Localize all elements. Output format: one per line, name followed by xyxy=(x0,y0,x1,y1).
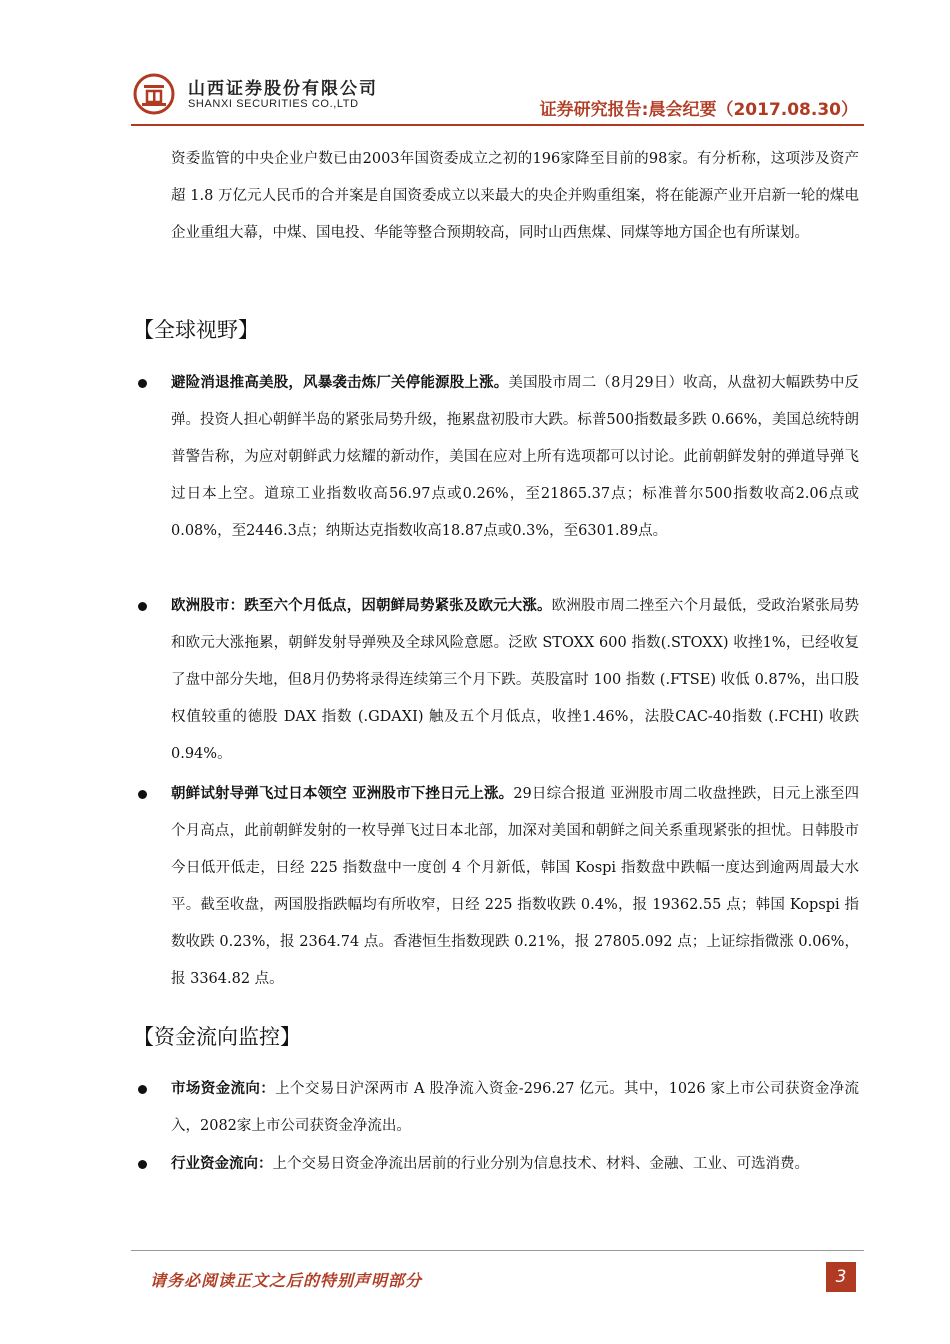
news-item xyxy=(171,364,859,550)
footer-divider xyxy=(131,1250,864,1251)
capital-flow-body: 上个交易日资金净流出居前的行业分别为信息技术、材料、金融、工业、可选消费。 xyxy=(272,1156,809,1172)
company-name-cn: 山西证券股份有限公司 xyxy=(188,79,378,99)
capital-flow-label: 市场资金流向： xyxy=(171,1080,276,1097)
capital-flow-item xyxy=(171,1070,859,1145)
bullet-icon xyxy=(138,790,147,799)
company-name-en: SHANXI SECURITIES CO.,LTD xyxy=(188,98,359,110)
bullet-icon xyxy=(138,1160,147,1169)
bullet-icon xyxy=(138,602,147,611)
section-title-global: 【全球视野】 xyxy=(133,318,259,342)
section-title-capital-flow: 【资金流向监控】 xyxy=(133,1025,301,1049)
news-headline: 避险消退推高美股，风暴袭击炼厂关停能源股上涨。 xyxy=(171,374,509,391)
page-number: 3 xyxy=(826,1262,856,1292)
capital-flow-item xyxy=(171,1145,859,1183)
news-body: 美国股市周二（8月29日）收高，从盘初大幅跌势中反弹。投资人担心朝鲜半岛的紧张局势升级，拖累盘初股市大跌。标普500指数最多跌 0.66%，美国总统特朗普警告称，为应对朝鲜武力炫耀的新动作，美国在应对上所有选项都可以讨论。此前朝鲜发射的弹道导弹飞过日本上空。道琼工业指数收高56.97点或0.26%，至21865.37点；标准普尔500指数收高2.06点或0.08%，至2446.3点；纳斯达克指数收高18.87点或0.3%，至6301.89点。 xyxy=(171,375,859,539)
news-headline: 朝鲜试射导弹飞过日本领空 亚洲股市下挫日元上涨。 xyxy=(171,785,514,802)
report-title: 证券研究报告:晨会纪要（2017.08.30） xyxy=(539,100,858,120)
company-logo-icon xyxy=(132,72,176,116)
news-headline: 欧洲股市：跌至六个月低点，因朝鲜局势紧张及欧元大涨。 xyxy=(171,597,552,614)
news-body: 29日综合报道 亚洲股市周二收盘挫跌，日元上涨至四个月高点，此前朝鲜发射的一枚导弹飞过日本北部，加深对美国和朝鲜之间关系重现紧张的担忧。日韩股市今日低开低走，日经 225 指数盘中一度创 4 个月新低，韩国 Kospi 指数盘中跌幅一度达到逾两周最大水平。截至收盘，两国股指跌幅均有所收窄，日经 225 指数收跌 0.4%，报 19362.55 点；韩国 Kopspi 指数收跌 0.23%，报 2364.74 点。香港恒生指数现跌 0.21%，报 27805.092 点；上证综指微涨 0.06%，报 3364.82 点。 xyxy=(171,786,860,987)
capital-flow-label: 行业资金流向： xyxy=(171,1155,273,1172)
news-body: 欧洲股市周二挫至六个月最低，受政治紧张局势和欧元大涨拖累，朝鲜发射导弹殃及全球风险意愿。泛欧 STOXX 600 指数(.STOXX) 收挫1%，已经收复了盘中部分失地，但8月仍势将录得连续第三个月下跌。英股富时 100 指数 (.FTSE) 收低 0.87%，出口股权值较重的德股 DAX 指数 (.GDAXI) 触及五个月低点，收挫1.46%，法股CAC-40指数 (.FCHI) 收跌0.94%。 xyxy=(171,598,859,762)
capital-flow-body: 上个交易日沪深两市 A 股净流入资金-296.27 亿元。其中，1026 家上市公司获资金净流入，2082家上市公司获资金净流出。 xyxy=(171,1081,859,1134)
news-item xyxy=(171,587,859,773)
page-header xyxy=(0,0,950,130)
bullet-icon xyxy=(138,1085,147,1094)
news-item xyxy=(171,775,859,998)
header-divider xyxy=(131,124,864,126)
disclaimer-notice: 请务必阅读正文之后的特别声明部分 xyxy=(150,1271,423,1290)
bullet-icon xyxy=(138,379,147,388)
intro-paragraph: 资委监管的中央企业户数已由2003年国资委成立之初的196家降至目前的98家。有分析称，这项涉及资产超 1.8 万亿元人民币的合并案是自国资委成立以来最大的央企并购重组案，将在能源产业开启新一轮的煤电企业重组大幕，中煤、国电投、华能等整合预期较高，同时山西焦煤、同煤等地方国企也有所谋划。 xyxy=(171,151,859,241)
